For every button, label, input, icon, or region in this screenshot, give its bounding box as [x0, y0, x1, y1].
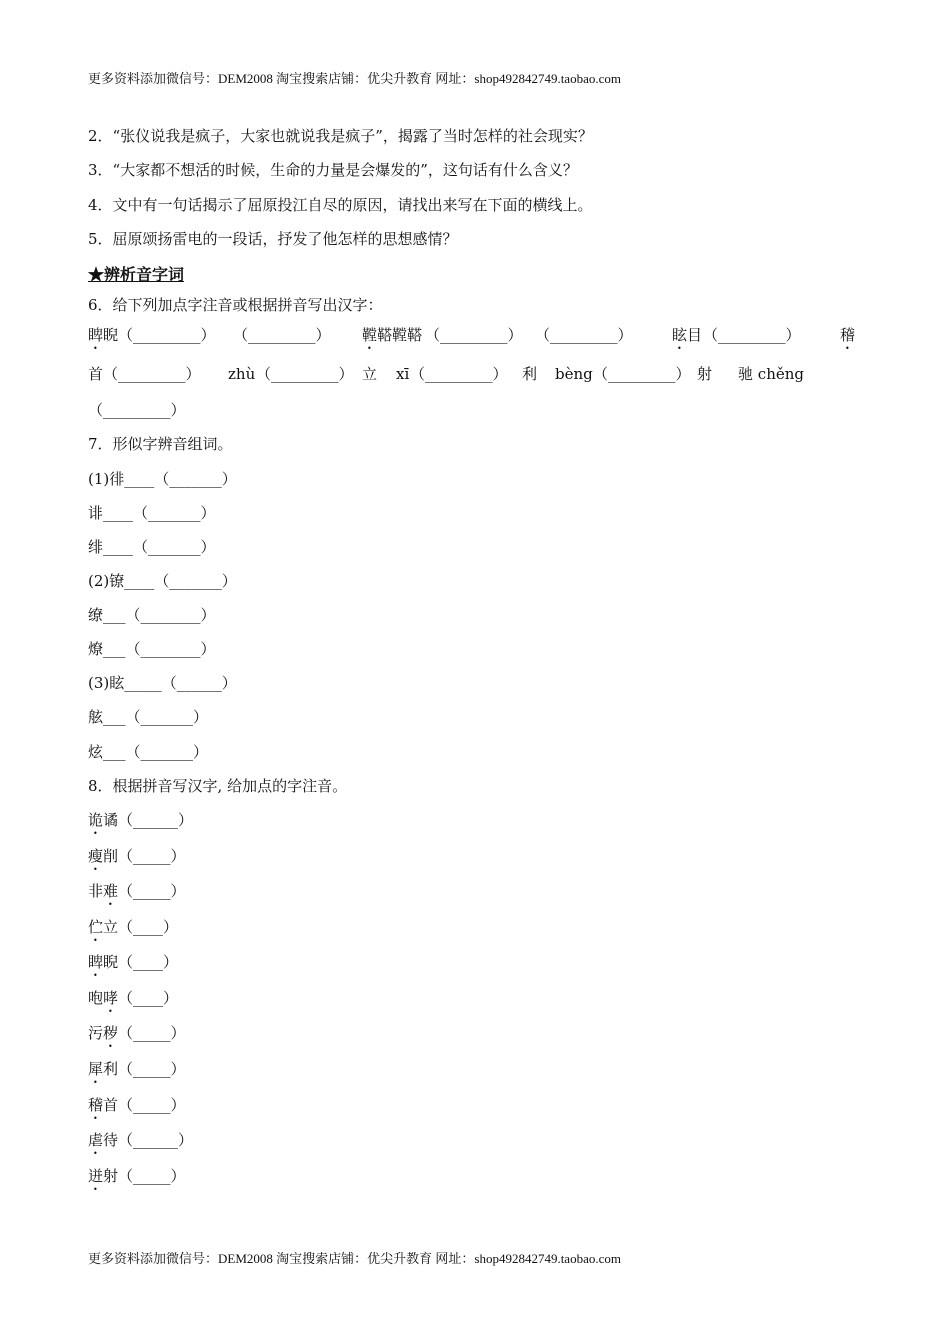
q6-blank-c: （_________）	[425, 326, 523, 344]
question-5: 5．屈原颂扬雷电的一段话，抒发了他怎样的思想感情？	[88, 230, 458, 248]
question-4: 4．文中有一句话揭示了屈原投江自尽的原因，请找出来写在下面的横线上。	[88, 196, 593, 214]
q6-word-4-first: 稽	[840, 326, 856, 344]
question-6-title: 6．给下列加点字注音或根据拼音写出汉字：	[88, 296, 383, 314]
q6-blank-i: （_________）	[593, 365, 691, 383]
page-footer: 更多资料添加微信号：DEM2008 淘宝搜索店铺：优尖升教育 网址：shop492842749.taobao.com	[88, 1251, 621, 1266]
q8-item: 伫立（____）	[88, 918, 179, 936]
q7-item: 炫___（_______）	[88, 743, 209, 761]
q8-item: 瘦削（_____）	[88, 847, 186, 865]
q8-item: 污秽（_____）	[88, 1024, 186, 1042]
q8-item: 虐待（______）	[88, 1131, 194, 1149]
q6-word-4-second: 首	[88, 365, 104, 383]
q6-pinyin-3: bèng	[555, 365, 593, 383]
q8-item: 犀利（_____）	[88, 1060, 186, 1078]
q7-item: 燎___（________）	[88, 640, 216, 658]
question-3: 3．“大家都不想活的时候，生命的力量是会爆发的”，这句话有什么含义？	[88, 161, 578, 179]
question-7-title: 7．形似字辨音组词。	[88, 435, 233, 453]
q7-item: 缭___（________）	[88, 606, 216, 624]
q6-pinyin-2: xī	[396, 365, 410, 383]
q8-item: 睥睨（____）	[88, 953, 179, 971]
q6-blank-g: （_________）	[256, 365, 354, 383]
q7-item: 绯____（_______）	[88, 538, 216, 556]
q6-pinyin-4: 驰 chěng	[738, 365, 804, 383]
q6-blank-d: （_________）	[535, 326, 633, 344]
q6-blank-f: （_________）	[103, 365, 201, 383]
question-2: 2．“张仪说我是疯子，大家也就说我是疯子”，揭露了当时怎样的社会现实？	[88, 127, 593, 145]
page-header: 更多资料添加微信号：DEM2008 淘宝搜索店铺：优尖升教育 网址：shop492842749.taobao.com	[88, 71, 621, 86]
q6-pinyin-1-after: 立	[362, 365, 378, 383]
q6-pinyin-3-after: 射	[697, 365, 713, 383]
q6-blank-a: （_________）	[118, 326, 216, 344]
q6-blank-h: （_________）	[410, 365, 508, 383]
section-heading: ★辨析音字词	[88, 265, 185, 284]
q6-blank-j: （_________）	[88, 401, 186, 419]
q7-item: (2)镣____（_______）	[88, 572, 237, 590]
q6-word-1: 睥睨	[88, 326, 119, 344]
q8-item: 稽首（_____）	[88, 1096, 186, 1114]
q8-item: 咆哮（____）	[88, 989, 179, 1007]
q7-item: (3)眩_____（______）	[88, 674, 237, 692]
q8-item: 非难（_____）	[88, 882, 186, 900]
q7-item: 诽____（_______）	[88, 504, 216, 522]
q8-item: 诡谲（______）	[88, 811, 194, 829]
q6-blank-e: （_________）	[703, 326, 801, 344]
q6-word-2: 鞺鞳鞺鞳	[362, 326, 423, 344]
q7-item: (1)徘____（_______）	[88, 470, 237, 488]
q6-pinyin-1: zhù	[228, 365, 256, 383]
q8-item: 迸射（_____）	[88, 1167, 186, 1185]
q6-pinyin-2-after: 利	[522, 365, 538, 383]
q6-blank-b: （_________）	[233, 326, 331, 344]
q7-item: 舷___（_______）	[88, 708, 209, 726]
question-8-title: 8．根据拼音写汉字, 给加点的字注音。	[88, 777, 348, 795]
q6-word-3: 眩目	[672, 326, 703, 344]
